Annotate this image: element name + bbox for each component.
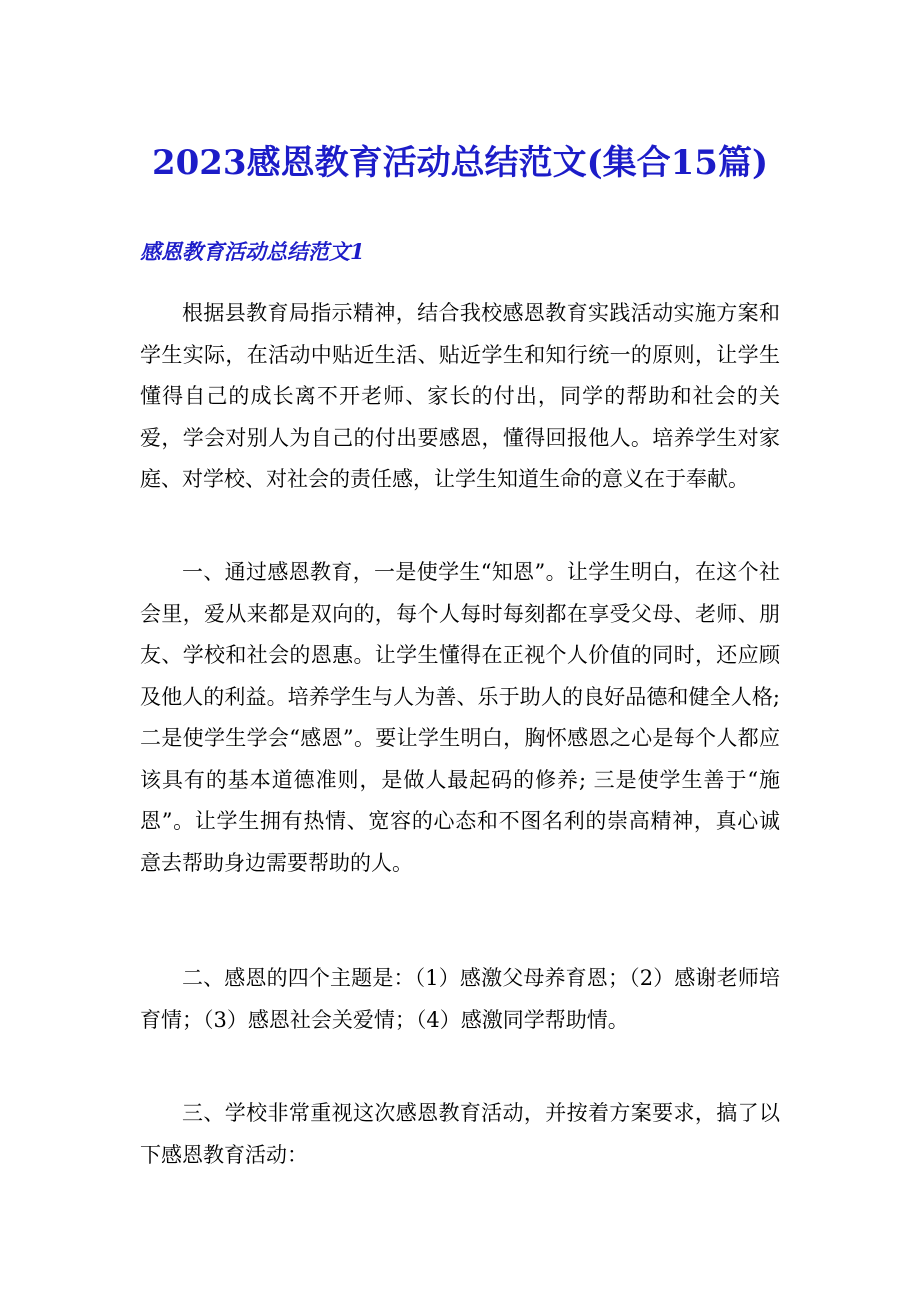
- paragraph-1: 根据县教育局指示精神，结合我校感恩教育实践活动实施方案和学生实际，在活动中贴近生活、贴近学生和知行统一的原则，让学生懂得自己的成长离不开老师、家长的付出，同学的帮助和社会的关爱，学会对别人为自己的付出要感恩，懂得回报他人。培养学生对家庭、对学校、对社会的责任感，让学生知道生命的意义在于奉献。: [140, 301, 780, 491]
- paragraph-4: 三、学校非常重视这次感恩教育活动，并按着方案要求，搞了以下感恩教育活动：: [140, 1101, 780, 1167]
- paragraph-3: 二、感恩的四个主题是：（1）感激父母养育恩；（2）感谢老师培育情；（3）感恩社会关爱情；（4）感激同学帮助情。: [140, 966, 780, 1032]
- paragraph-2: 一、通过感恩教育，一是使学生“知恩”。让学生明白，在这个社会里，爱从来都是双向的，每个人每时每刻都在享受父母、老师、朋友、学校和社会的恩惠。让学生懂得在正视个人价值的同时，还应顾及他人的利益。培养学生与人为善、乐于助人的良好品德和健全人格; 二是使学生学会“感恩”。要让学生明白，胸怀感恩之心是每个人都应该具有的基本道德准则，是做人最起码的修养; 三是使学生善于“施恩”。让学生拥有热情、宽容的心态和不图名利的崇高精神，真心诚意去帮助身边需要帮助的人。: [140, 560, 780, 875]
- document-title: 2023感恩教育活动总结范文(集合15篇): [151, 143, 769, 183]
- section-heading: 感恩教育活动总结范文1: [140, 239, 365, 264]
